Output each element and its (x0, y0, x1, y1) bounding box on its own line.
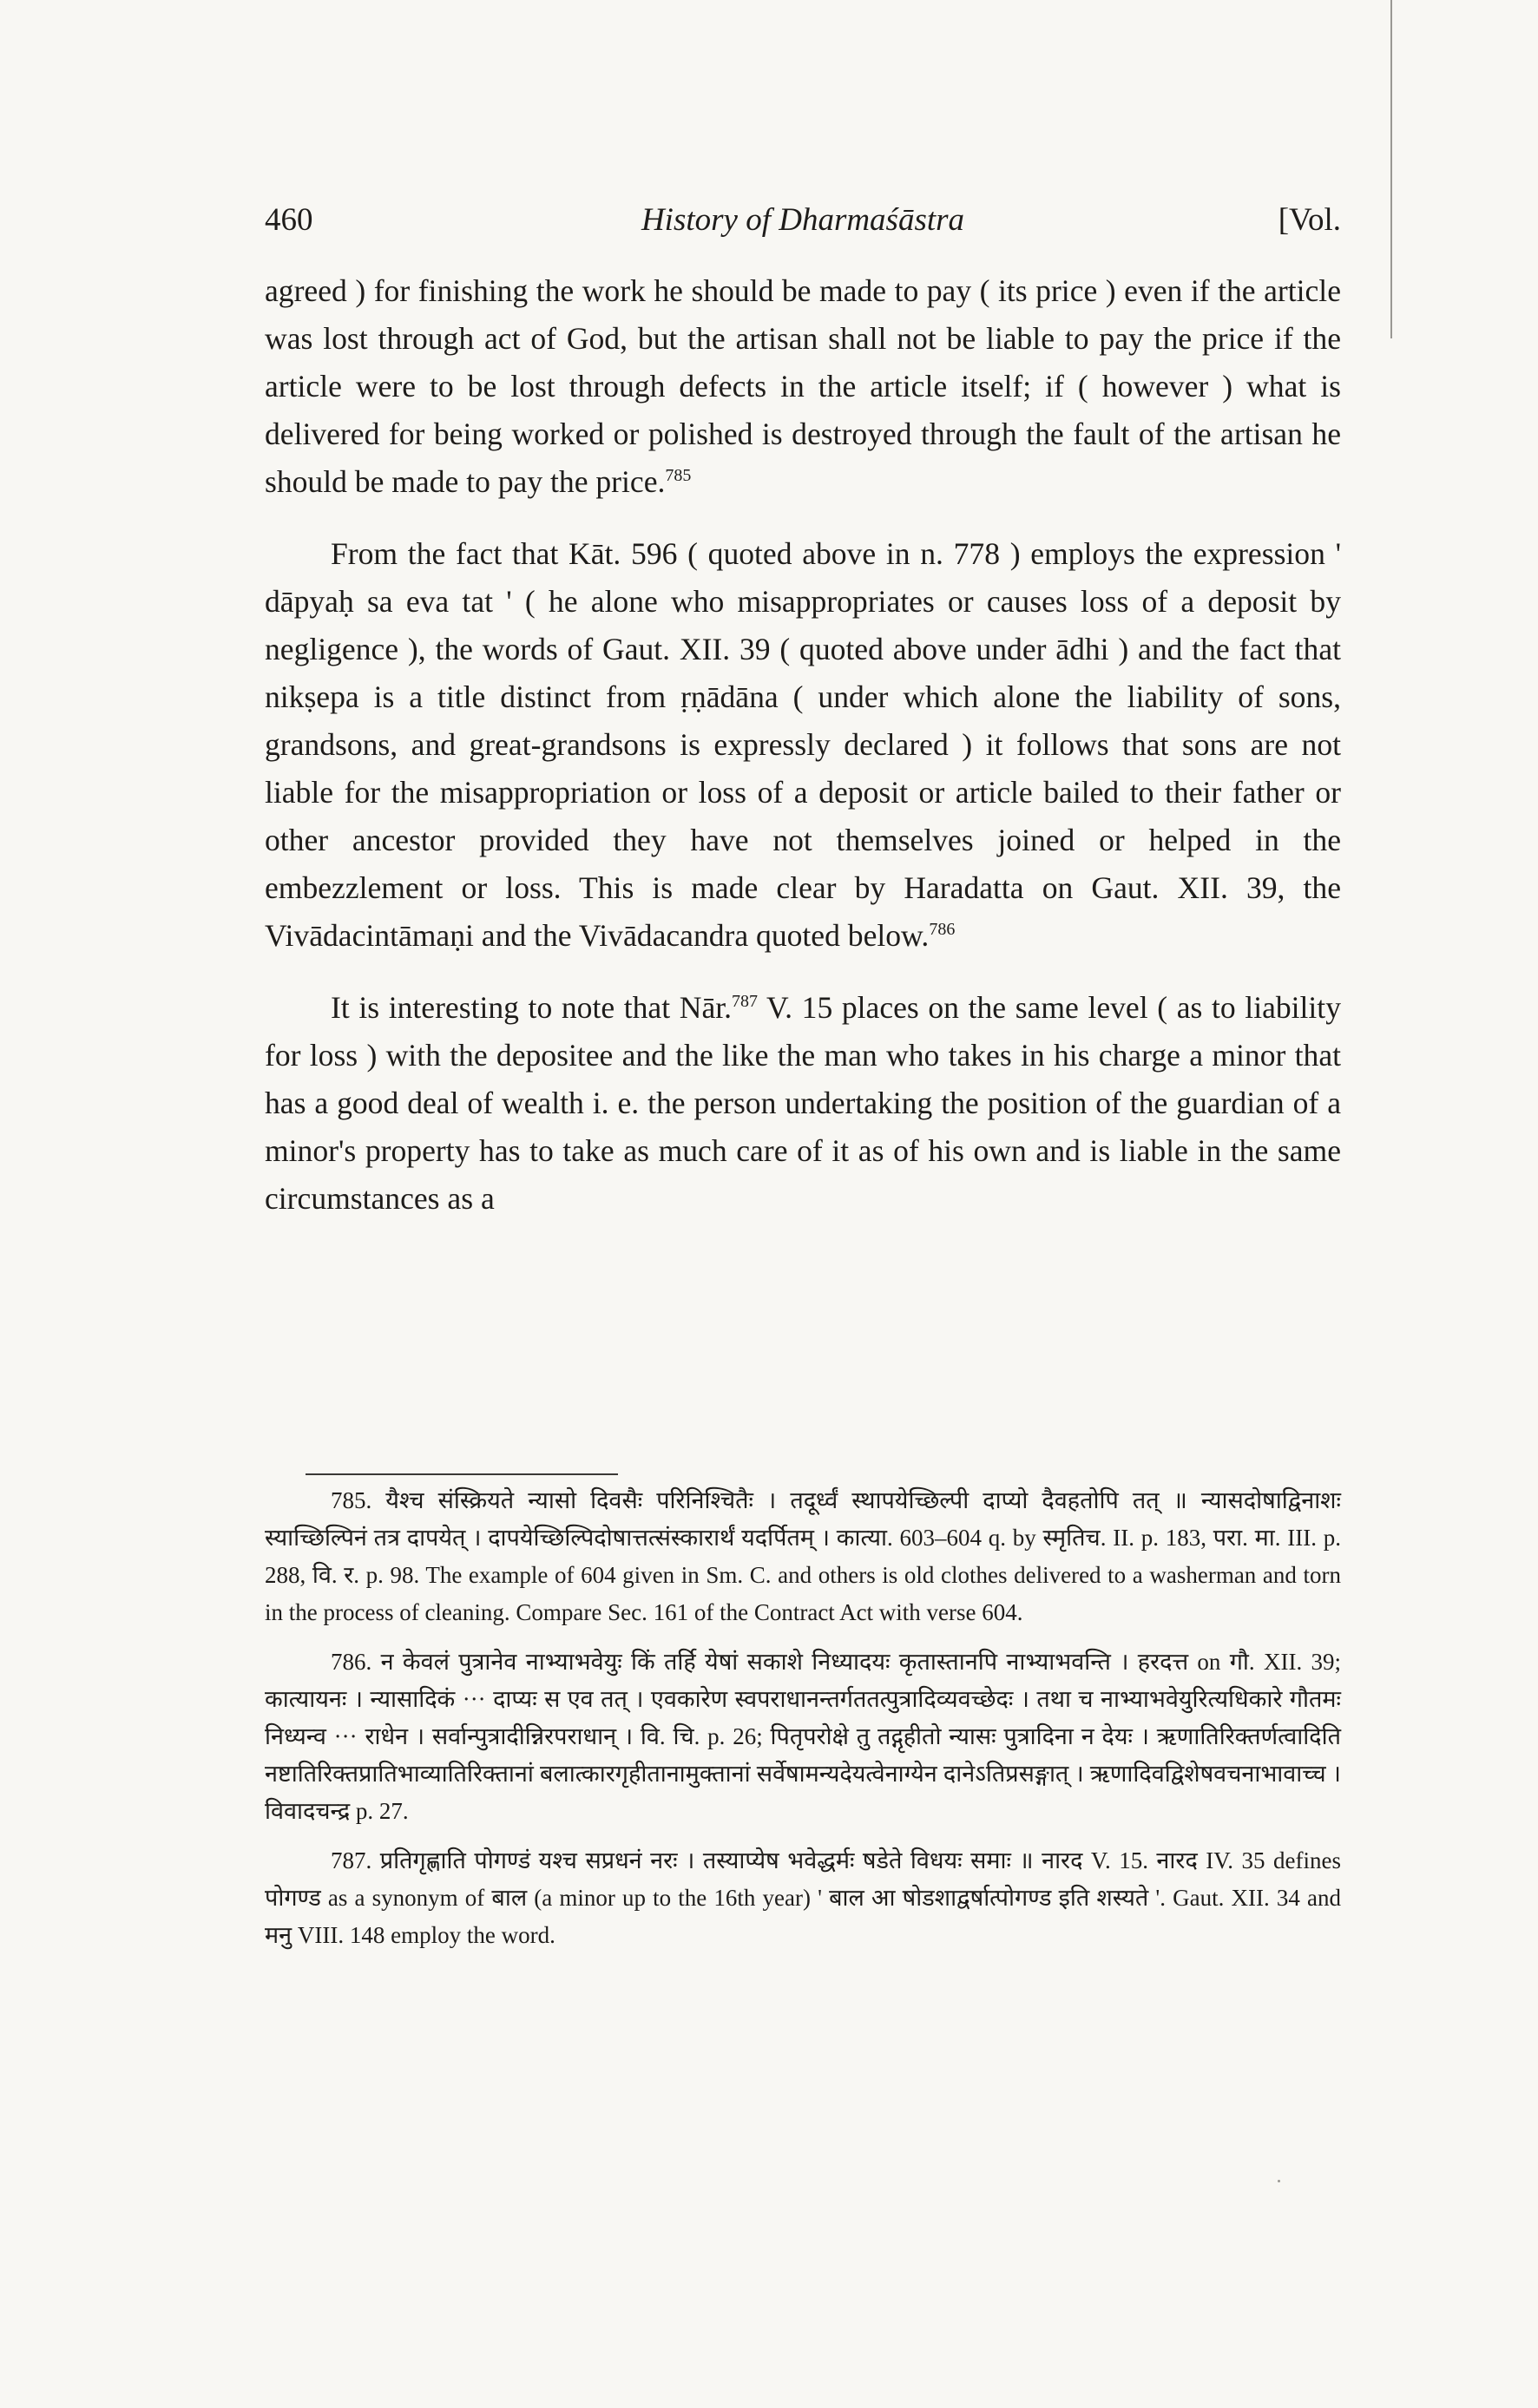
footnote-787-number: 787. (331, 1847, 372, 1873)
paragraph-2-text: From the fact that Kāt. 596 ( quoted above in n. 778 ) employs the expression ' dāpyaḥ sa eva tat ' ( he alone who misappropriates or causes loss of a deposit by negligence ), the words of Gaut. XII. 39 ( quoted above under ādhi ) and the fact that nikṣepa is a title distinct from ṛṇādāna ( under which alone the liability of sons, grandsons, and great-grandsons is expressly declared ) it follows that sons are not liable for the misappropriation or loss of a deposit or article bailed to their father or other ancestor provided they have not themselves joined or helped in the embezzlement or loss. This is made clear by Haradatta on Gaut. XII. 39, the Vivādacintāmaṇi and the Vivādacandra quoted below. (265, 536, 1341, 953)
footnote-ref-785: 785 (665, 466, 692, 486)
paragraph-1-text: agreed ) for finishing the work he should be made to pay ( its price ) even if the article was lost through act of God, but the artisan shall not be liable to pay the price if the article were to be lost through defects in the article itself; if ( however ) what is delivered for being worked or polished is destroyed through the fault of the artisan he should be made to pay the price. (265, 273, 1341, 499)
footnote-786-text: न केवलं पुत्रानेव नाभ्याभवेयुः किं तर्हि येषां सकाशे निध्यादयः कृतास्तानपि नाभ्याभवन्ति । हरदत्त on गौ. XII. 39; कात्यायनः । न्यासादिकं ··· दाप्यः स एव तत् । एवकारेण स्वपराधानन्तर्गततत्पुत्रादिव्यवच्छेदः । तथा च नाभ्याभवेयुरित्यधिकारे गौतमः निध्यन्व ··· राधेन । सर्वान्पुत्रादीन्निरपराधान् । वि. चि. p. 26; पितृपरोक्षे तु तद्गृहीतो न्यासः पुत्रादिना न देयः । ऋणातिरिक्तर्णत्वादिति नष्टातिरिक्तप्रातिभाव्यातिरिक्तानां बलात्कारगृहीतानामुक्तानां सर्वेषामन्यदेयत्वेनाग्येन दानेऽतिप्रसङ्गात् । ऋणादिवद्विशेषवचनाभावाच्च । विवादचन्द्र p. 27. (265, 1649, 1342, 1824)
paragraph-3-text-a: It is interesting to note that Nār. (331, 990, 733, 1025)
running-title: History of Dharmaśāstra (641, 202, 965, 238)
footnote-785 (265, 1482, 1341, 1631)
paper-speck (1278, 2180, 1280, 2182)
footnote-ref-787: 787 (732, 992, 759, 1012)
paragraph-3-text-b: V. 15 places on the same level ( as to liability for loss ) with the depositee and the like the man who takes in his charge a minor that has a good deal of wealth i. e. the person undertaking the position of the guardian of a minor's property has to take as much care of it as of his own and is liable in the same circumstances as a (265, 990, 1341, 1216)
page-number: 460 (265, 202, 313, 238)
footnote-785-text: यैश्च संस्क्रियते न्यासो दिवसैः परिनिश्चितैः । तदूर्ध्वं स्थापयेच्छिल्पी दाप्यो दैवहतोपि तत् ॥ न्यासदोषाद्विनाशः स्याच्छिल्पिनं तत्र दापयेत् । दापयेच्छिल्पिदोषात्तत्संस्कारार्थं यदर्पितम् । कात्या. 603–604 q. by स्मृतिच. II. p. 183, परा. मा. III. p. 288, वि. र. p. 98. The example of 604 given in Sm. C. and others is old clothes delivered to a washerman and torn in the process of cleaning. Compare Sec. 161 of the Contract Act with verse 604. (265, 1487, 1341, 1625)
running-header (265, 201, 1341, 253)
footnote-787-text: प्रतिगृह्णाति पोगण्डं यश्च सप्रधनं नरः । तस्याप्येष भवेद्धर्मः षडेते विधयः समाः ॥ नारद V. 15. नारद IV. 35 defines पोगण्ड as a synonym of बाल (a minor up to the 16th year) ' बाल आ षोडशाद्वर्षात्पोगण्ड इति शस्यते '. Gaut. XII. 34 and मनु VIII. 148 employ the word. (265, 1847, 1341, 1948)
paragraph-1 (265, 267, 1341, 506)
paragraph-2 (265, 530, 1341, 960)
paragraph-3 (265, 984, 1341, 1223)
footnote-786-number: 786. (331, 1649, 372, 1675)
footnote-785-number: 785. (331, 1487, 372, 1513)
volume-label: [Vol. (1278, 202, 1341, 238)
margin-line (1390, 0, 1392, 338)
main-text (265, 267, 1341, 1247)
footnote-786 (265, 1644, 1341, 1830)
footnote-787 (265, 1842, 1341, 1954)
footnote-ref-786: 786 (929, 920, 956, 940)
footnote-separator (306, 1473, 618, 1475)
footnotes (265, 1482, 1341, 1966)
